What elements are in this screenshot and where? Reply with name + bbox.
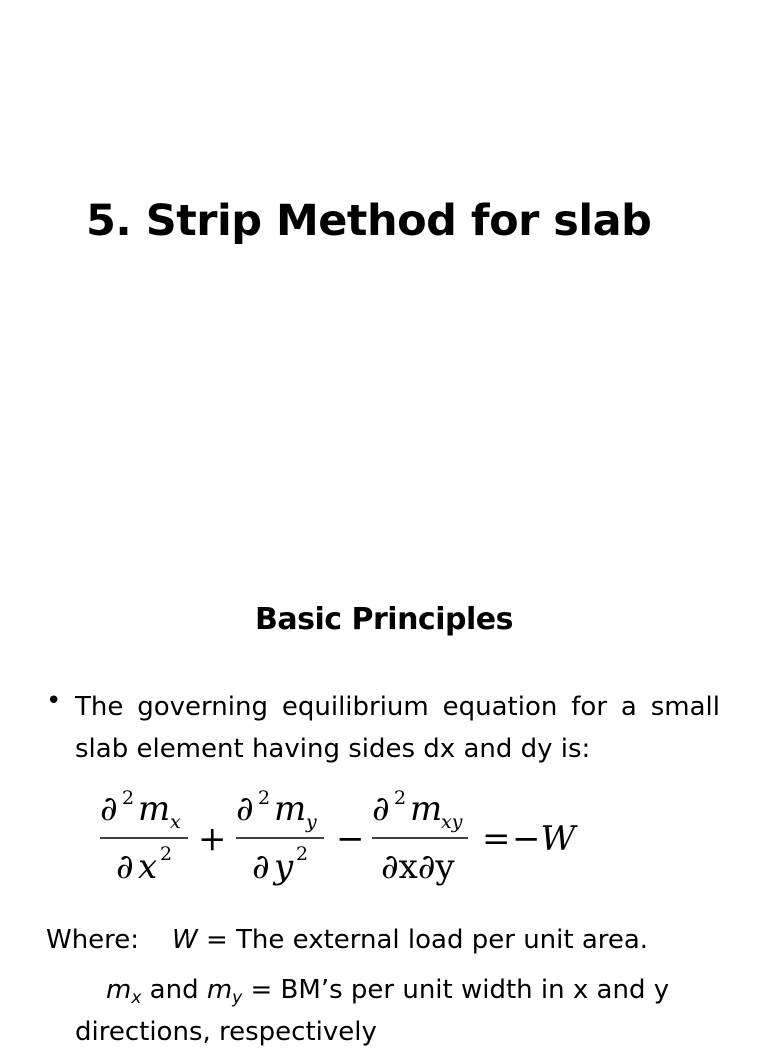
- term1-den-power: 2: [160, 843, 173, 865]
- term3-num-sub: xy: [441, 811, 463, 833]
- term1-num-var: m: [138, 789, 171, 829]
- w-symbol: W: [172, 925, 198, 955]
- bullet-marker: •: [46, 686, 62, 716]
- term2-num-partial: ∂: [236, 789, 254, 829]
- w-definition-text: = The external load per unit area.: [197, 925, 649, 955]
- term2-num-var: m: [274, 789, 307, 829]
- moment-definition-continuation: directions, respectively: [75, 1017, 377, 1047]
- slide-title: 5. Strip Method for slab: [86, 196, 652, 246]
- term1-den-partial: ∂: [116, 847, 134, 887]
- mx-symbol: m: [106, 975, 132, 1005]
- operator-plus: +: [198, 819, 227, 859]
- equation-svg: [98, 788, 598, 888]
- my-subscript: y: [232, 988, 243, 1008]
- term1-num-partial: ∂: [100, 789, 118, 829]
- where-definition: [46, 920, 648, 960]
- equilibrium-equation: [98, 788, 598, 888]
- moment-definition-text: = BM’s per unit width in x and y: [242, 975, 670, 1005]
- term2-den-power: 2: [296, 843, 309, 865]
- operator-equals: =: [482, 819, 511, 859]
- and-word: and: [141, 975, 207, 1005]
- moment-definition: [106, 970, 669, 1018]
- term1-num-power: 2: [122, 787, 135, 809]
- where-label: Where:: [46, 925, 140, 955]
- term2-num-sub: y: [306, 811, 317, 833]
- operator-minus: −: [336, 819, 365, 859]
- term3-den: ∂x∂y: [381, 847, 455, 887]
- my-symbol: m: [206, 975, 233, 1005]
- term2-num-power: 2: [258, 787, 271, 809]
- term2-den-partial: ∂: [252, 847, 270, 887]
- equation-rhs: −W: [512, 819, 576, 859]
- term1-den-var: x: [138, 847, 158, 887]
- term2-den-var: y: [274, 847, 294, 887]
- section-heading: Basic Principles: [255, 602, 513, 637]
- term3-num-var: m: [410, 789, 443, 829]
- term1-num-sub: x: [170, 811, 181, 833]
- bullet-text: The governing equilibrium equation for a small slab element having sides dx and dy is:: [75, 692, 720, 764]
- mx-subscript: x: [131, 988, 142, 1008]
- term3-num-power: 2: [394, 787, 407, 809]
- term3-num-partial: ∂: [372, 789, 390, 829]
